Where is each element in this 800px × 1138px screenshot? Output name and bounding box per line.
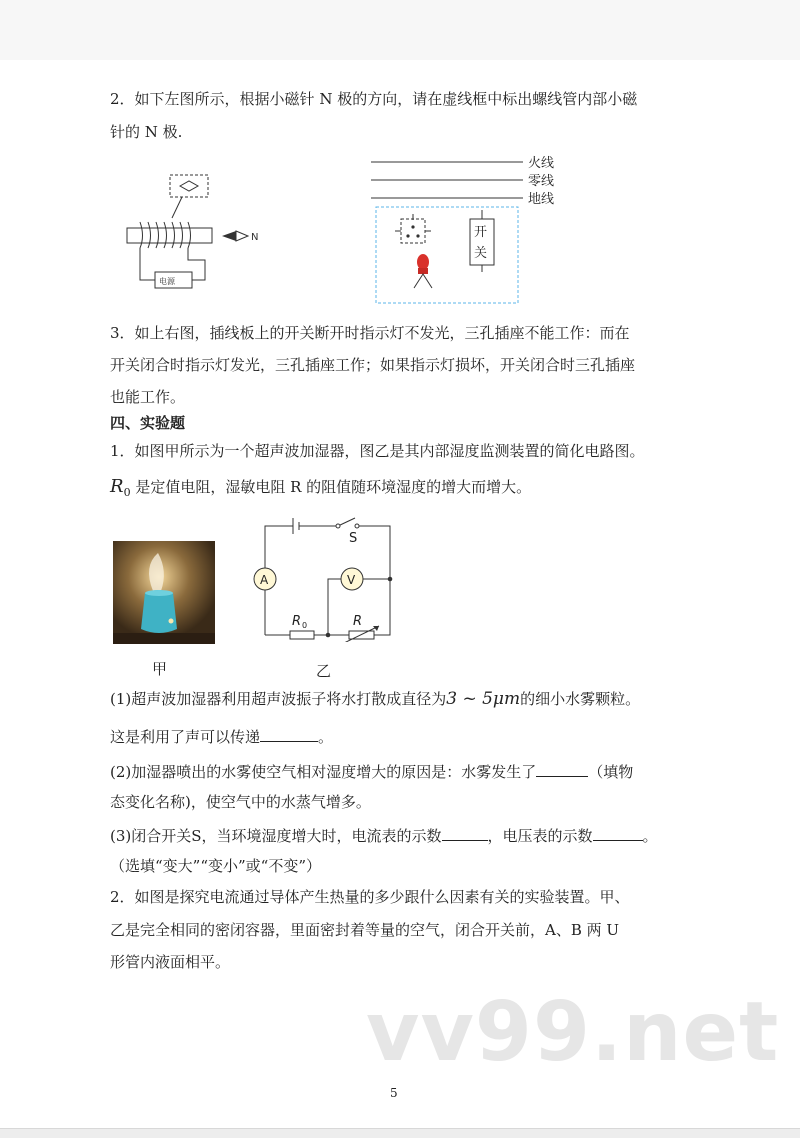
- q2-line-2: 针的 N 极.: [110, 123, 183, 141]
- section-title: 四、实验题: [110, 414, 186, 432]
- circuit-diagram: [245, 512, 400, 642]
- sub1-text-b: 的细小水雾颗粒。: [520, 690, 641, 708]
- sub3-text-b: ，电压表的示数: [487, 827, 593, 845]
- switch-label: S: [349, 531, 358, 546]
- sub1-line-2-end: 。: [318, 728, 334, 746]
- top-margin: [0, 0, 800, 60]
- solenoid-core: [127, 228, 212, 243]
- sub2-line-1-text: (2)加湿器喷出的水雾使空气相对湿度增大的原因是：水雾发生了: [110, 763, 537, 781]
- r0-label: R: [292, 614, 302, 629]
- exp1-line-2: [110, 476, 710, 504]
- three-hole-socket-icon: [395, 214, 431, 243]
- q3-line-2: 开关闭合时指示灯发光，三孔插座工作；如果指示灯损坏，开关闭合时三孔插座: [110, 356, 636, 374]
- r0-subscript: 0: [123, 486, 131, 499]
- sub3-line-1: [110, 825, 710, 847]
- exp2-line-2: 乙是完全相同的密闭容器，里面密封着等量的空气，闭合开关前，A、B 两 U: [110, 921, 620, 939]
- solenoid-figure: [110, 170, 270, 295]
- compass-n-label: N: [251, 232, 259, 243]
- power-label: 电源: [159, 277, 175, 286]
- fire-label: 火线: [528, 156, 555, 171]
- humidifier-body-icon: [141, 590, 177, 633]
- magnet-needle-icon: [222, 231, 236, 241]
- exp1-line-1: 1．如图甲所示为一个超声波加湿器，图乙是其内部湿度监测装置的简化电路图。: [110, 442, 645, 460]
- dashed-box: [170, 175, 208, 197]
- page-number: 5: [390, 1086, 398, 1100]
- ammeter-label: A: [260, 573, 269, 587]
- sub3-text-a: (3)闭合开关S，当环境湿度增大时，电流表的示数: [110, 827, 442, 845]
- answer-blank-1[interactable]: [260, 727, 318, 742]
- sub3-line-1-end: 。: [642, 827, 658, 845]
- exp2-line-1: 2．如图是探究电流通过导体产生热量的多少跟什么因素有关的实验装置。甲、: [110, 888, 630, 906]
- sub1-line-1: [110, 688, 710, 710]
- switch-blade: [338, 518, 355, 526]
- exp1-line-2-text: 是定值电阻，湿敏电阻 R 的阻值随环境湿度的增大而增大。: [135, 478, 532, 496]
- r0-symbol: R: [110, 476, 124, 497]
- sub1-line-2: [110, 726, 710, 748]
- watermark: vv99.net: [366, 985, 780, 1080]
- humidifier-photo: [113, 541, 215, 644]
- sub2-line-1-end: （填物: [588, 763, 634, 781]
- small-compass-icon: [180, 181, 198, 191]
- switch-box: [470, 210, 494, 272]
- switch-label-b: 关: [474, 246, 488, 261]
- ground-label: 地线: [528, 192, 555, 207]
- r0-label-subscript: 0: [302, 621, 308, 630]
- caption-jia: 甲: [152, 660, 168, 678]
- coil-icon: [140, 222, 191, 248]
- sub1-line-2-text: 这是利用了声可以传递: [110, 728, 261, 746]
- diameter-math: 3 ~ 5μm: [446, 689, 521, 709]
- r-label: R: [353, 614, 363, 629]
- answer-blank-2[interactable]: [536, 762, 588, 777]
- q3-line-1: 3．如上右图，插线板上的开关断开时指示灯不发光，三孔插座不能工作：而在: [110, 324, 630, 342]
- q3-line-3: 也能工作。: [110, 388, 186, 406]
- dashed-wiring-box: [376, 207, 518, 303]
- indicator-lamp-icon: [414, 254, 432, 288]
- voltmeter-label: V: [347, 573, 356, 587]
- sub2-line-2: 态变化名称)，使空气中的水蒸气增多。: [110, 793, 371, 811]
- answer-blank-3[interactable]: [442, 826, 488, 841]
- switch-label-a: 开: [474, 225, 488, 240]
- sub1-text-a: (1)超声波加湿器利用超声波振子将水打散成直径为: [110, 690, 447, 708]
- q2-line-1: 2．如下左图所示，根据小磁针 N 极的方向，请在虚线框中标出螺线管内部小磁: [110, 90, 638, 108]
- neutral-label: 零线: [528, 174, 555, 189]
- exp2-line-3: 形管内液面相平。: [110, 953, 231, 971]
- sub2-line-1: [110, 761, 710, 783]
- wiring-figure: [368, 152, 568, 310]
- sub3-line-2: （选填“变大”“变小”或“不变”）: [110, 857, 322, 875]
- answer-blank-4[interactable]: [593, 826, 643, 841]
- caption-yi: 乙: [316, 662, 332, 680]
